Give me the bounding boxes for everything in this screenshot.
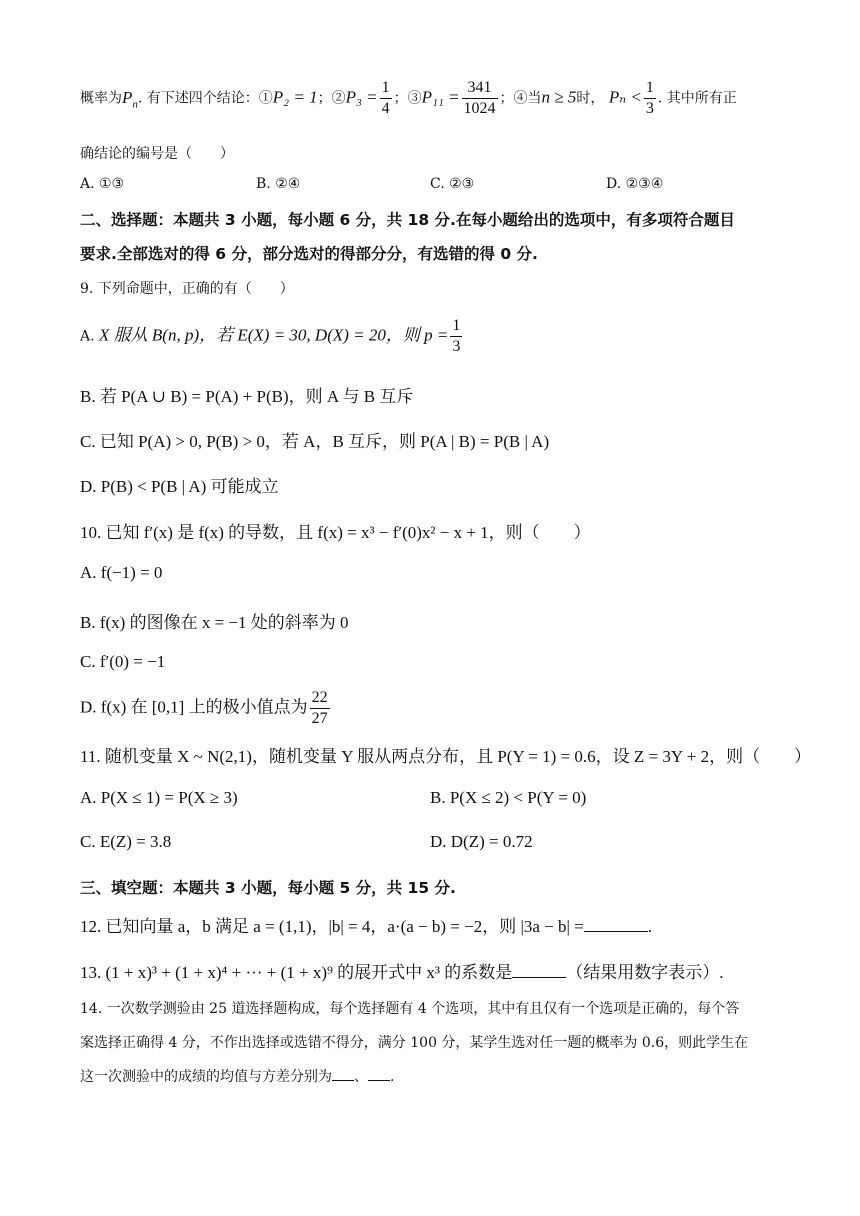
q14-line-2: 案选择正确得 4 分，不作出选择或选错不得分，满分 100 分，某学生选对任一题的概率为 0.6，则此学生在 [80,1035,749,1051]
condition: n ≥ 5 [541,87,577,107]
p11-lhs: P₁₁ = [421,87,460,107]
q9-option-c: C. 已知 P(A) > 0, P(B) > 0，若 A，B 互斥，则 P(A | B) = P(B | A) [80,432,550,451]
q12-answer-blank[interactable] [584,917,648,932]
numerator: 22 [310,688,330,709]
denominator: 1024 [463,100,496,117]
q11-option-c: C. E(Z) = 3.8 [80,832,172,851]
numerator: 341 [462,78,498,99]
q11-option-a: A. P(X ≤ 1) = P(X ≥ 3) [80,788,238,807]
option-label: A. [80,328,100,345]
text: （结果用数字表示）. [566,963,724,982]
q9-option-b: B. 若 P(A ∪ B) = P(A) + P(B)，则 A 与 B 互斥 [80,387,414,406]
text: ；② [317,90,346,107]
q13-line [80,958,724,983]
q10-option-b: B. f(x) 的图像在 x = −1 处的斜率为 0 [80,613,349,632]
text: 13. (1 + x)³ + (1 + x)⁴ + ··· + (1 + x)⁹ 的展开式中 x³ 的系数是 [80,963,513,982]
q10-option-d [80,688,332,729]
q14-variance-blank[interactable] [368,1066,390,1081]
text: ；③ [393,90,422,107]
p2-formula: P₂ = 1 [272,87,318,107]
text: D. f(x) 在 [0,1] 上的极小值点为 [80,697,308,717]
q14-line-1: 14. 一次数学测验由 25 道选择题构成，每个选择题有 4 个选项，其中有且仅有一个选项是正确的，每个答 [80,1001,740,1017]
q8-option-a: A. ①③ [80,176,125,192]
numerator: 1 [644,78,656,99]
min-point-fraction [310,688,330,729]
text: . 有下述四个结论：① [137,90,273,107]
q8-conclusions-line [80,78,737,119]
text: . [647,917,653,936]
q14-mean-blank[interactable] [332,1066,354,1081]
text: 概率为 [80,90,122,107]
numerator: 1 [450,316,462,337]
q10-stem: 10. 已知 f′(x) 是 f(x) 的导数，且 f(x) = x³ − f′(0)x² − x + 1，则（ ） [80,523,591,542]
q8-question-line: 确结论的编号是（ ） [80,146,234,162]
q9-option-a [80,316,464,357]
section2-heading-cont: 要求.全部选对的得 6 分，部分选对的得部分分，有选错的得 0 分. [80,245,538,263]
q10-option-c: C. f′(0) = −1 [80,652,166,671]
q12-line [80,912,652,937]
p-fraction [450,316,462,357]
q11-option-d: D. D(Z) = 0.72 [430,832,533,851]
q8-option-b: B. ②④ [256,176,301,192]
q9-option-d: D. P(B) < P(B | A) 可能成立 [80,477,279,496]
section2-heading: 二、选择题：本题共 3 小题，每小题 6 分，共 18 分.在每小题给出的选项中，有多项符合题目 [80,211,735,229]
pn-lhs: Pₙ < [608,87,642,107]
text: . [390,1069,395,1085]
q14-line-3 [80,1066,394,1086]
denominator: 4 [381,100,390,117]
text: 这一次测验中的成绩的均值与方差分别为 [80,1069,332,1085]
denominator: 27 [311,710,328,727]
denominator: 3 [452,338,461,355]
text: 、 [354,1069,368,1085]
text: ；④当 [499,90,542,107]
pn-symbol: $P_n$ [122,87,138,110]
q8-option-c: C. ②③ [430,176,475,192]
q10-option-a: A. f(−1) = 0 [80,563,163,582]
q11-stem: 11. 随机变量 X ~ N(2,1)，随机变量 Y 服从两点分布，且 P(Y = 1) = 0.6，设 Z = 3Y + 2，则（ ） [80,747,812,766]
p3-lhs: P₃ = [345,87,378,107]
formula: X 服从 B(n, p)，若 E(X) = 30, D(X) = 20，则 p = [99,325,449,345]
text: . 其中所有正 [657,90,737,107]
q9-stem: 9. 下列命题中，正确的有（ ） [80,281,294,297]
numerator: 1 [380,78,392,99]
q11-option-b: B. P(X ≤ 2) < P(Y = 0) [430,788,587,807]
q8-option-d: D. ②③④ [606,176,664,192]
p11-fraction [462,78,498,119]
denominator: 3 [645,100,654,117]
text: 时， [576,90,605,107]
pn-fraction [644,78,656,119]
p3-fraction [380,78,392,119]
q13-answer-blank[interactable] [512,963,566,978]
text: 12. 已知向量 a，b 满足 a = (1,1)，|b| = 4，a·(a − b) = −2，则 |3a − b| = [80,917,584,936]
section3-heading: 三、填空题：本题共 3 小题，每小题 5 分，共 15 分. [80,879,456,897]
